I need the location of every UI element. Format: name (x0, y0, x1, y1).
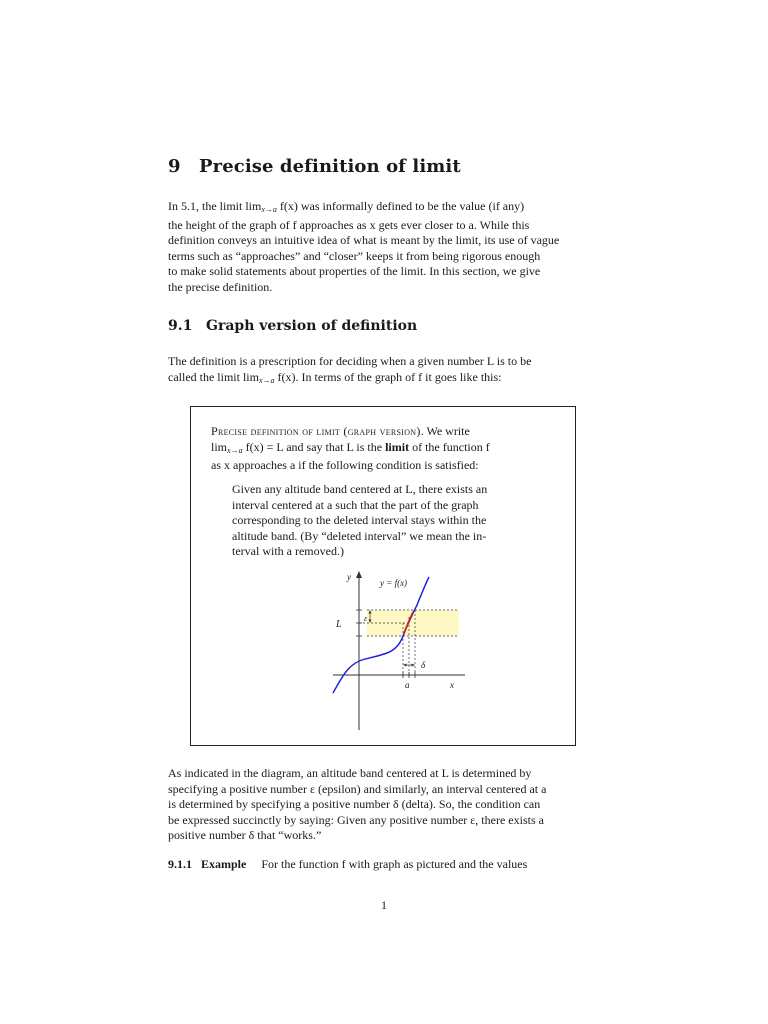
limit-diagram (325, 565, 475, 735)
example-number: 9.1.1 (168, 857, 192, 871)
y-axis-arrow (356, 571, 362, 578)
limit-term: limit (385, 439, 410, 454)
example-heading (168, 857, 527, 872)
page-number: 1 (381, 898, 387, 912)
intro-line: definition conveys an intuitive idea of what is meant by the limit, its use of vague (168, 233, 560, 247)
explanation-line: be expressed succinctly by saying: Given any positive number ε, there exists a (168, 812, 544, 827)
section-title-text: Precise definition of limit (199, 156, 461, 177)
delta-arrow-head-left (403, 664, 407, 667)
intro-paragraph (168, 199, 600, 295)
explanation-line: As indicated in the diagram, an altitude band centered at L is determined by (168, 766, 532, 780)
x-axis-label: x (450, 680, 454, 690)
curve-label: y = f(x) (380, 578, 408, 588)
subsection-line: The definition is a prescription for deciding when a given number L is to be (168, 354, 532, 368)
explanation-line: positive number δ that “works.” (168, 828, 322, 842)
intro-line: the height of the graph of f approaches as x gets ever closer to a. While this (168, 217, 530, 232)
subsection-title-text: Graph version of definition (206, 318, 418, 334)
subsection-line: called the limit $\lim_{x\to a} f(x)$. In terms of the graph of f it goes like this: (168, 369, 502, 385)
section-title (168, 156, 461, 177)
subsection-title (168, 318, 417, 334)
a-label: a (405, 680, 410, 690)
example-title: Example (201, 857, 247, 871)
delta-arrow-head-right (412, 664, 416, 667)
intro-line: terms such as “approaches” and “closer” keeps it from being rigorous enough (168, 248, 541, 263)
intro-line: In 5.1, the limit $\lim_{x\to a} f(x)$ was informally defined to be the value (if any) (168, 199, 525, 214)
y-axis-label: y (347, 572, 351, 582)
delta-label: δ (421, 660, 426, 670)
definition-statement: Precise definition of limit (graph version). We write $\lim_{x\to a} f(x) = L$ and say that L is the limit of the function f as x approaches a if the following condition is satisfied: (211, 424, 490, 472)
definition-condition: Given any altitude band centered at L, there exists an interval centered at a such that the part of the graph corresponding to the deleted interval stays within the altitude band. (By “deleted interval” we mean the in- terval with a removed.) (232, 482, 488, 558)
section-number: 9 (168, 156, 181, 177)
L-label: L (336, 619, 342, 630)
intro-line: to make solid statements about properties of the limit. In this section, we give (168, 264, 541, 278)
epsilon-label: ε (364, 614, 368, 623)
explanation-paragraph (168, 766, 600, 844)
explanation-line: is determined by specifying a positive number δ (delta). So, the condition can (168, 797, 541, 811)
subsection-number: 9.1 (168, 318, 193, 334)
explanation-line: specifying a positive number ε (epsilon) and similarly, an interval centered at a (168, 781, 547, 796)
example-text: For the function f with graph as pictured and the values (261, 857, 528, 871)
intro-line: the precise definition. (168, 279, 273, 294)
subsection-paragraph (168, 354, 600, 388)
definition-heading: Precise definition of limit (graph version) (211, 424, 421, 438)
